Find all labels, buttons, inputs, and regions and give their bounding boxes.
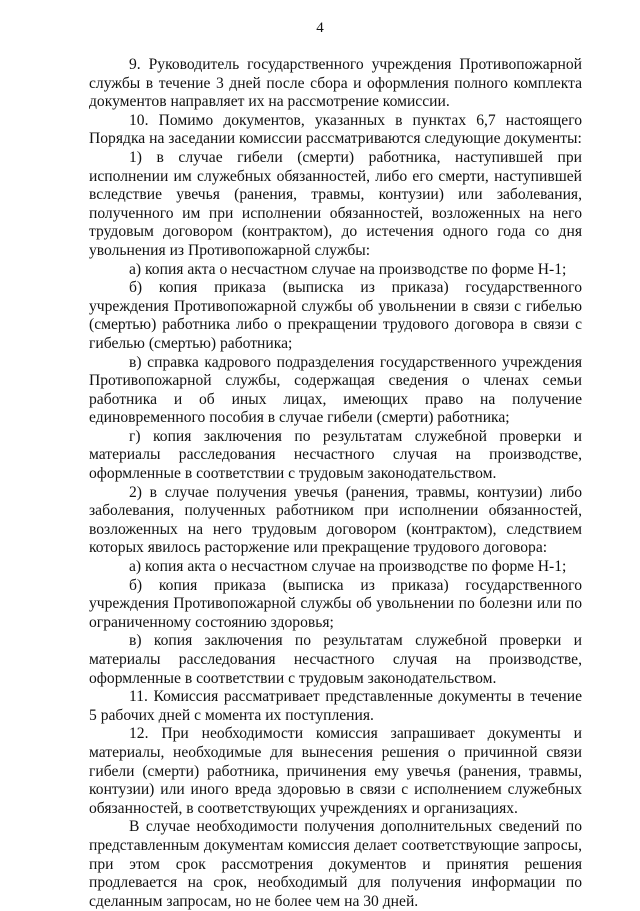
paragraph-item-9: 9. Руководитель государственного учреждения Противопожарной службы в течение 3 дней после сбора и оформления полного комплекта документов направляет их на рассмотрение комиссии. [89, 56, 582, 111]
paragraph-item-12: 12. При необходимости комиссия запрашивает документы и материалы, необходимые для вынесения решения о причинной связи гибели (смерти) работника, причинения ему увечья (ранения, травмы, контузии) или иного вреда здоровью в связи с исполнением служебных обязанностей, в соответствующих учреждениях и организациях. [89, 725, 582, 817]
page-number: 4 [316, 20, 324, 36]
paragraph-item-11: 11. Комиссия рассматривает представленные документы в течение 5 рабочих дней с момента их поступления. [89, 688, 582, 724]
paragraph-subitem-1v: в) справка кадрового подразделения государственного учреждения Противопожарной службы, содержащая сведения о членах семьи работника и об иных лицах, имеющих право на получение единовременного пособия в случае гибели (смерти) работника; [89, 353, 582, 427]
paragraph-subitem-1: 1) в случае гибели (смерти) работника, наступившей при исполнении им служебных обязанностей, либо его смерти, наступившей вследствие увечья (ранения, травмы, контузии) или заболевания, полученного им при исполнении обязанностей, возложенных на него трудовым договором (контрактом), до истечения одного года со дня увольнения из Противопожарной службы: [89, 148, 582, 259]
paragraph-subitem-2: 2) в случае получения увечья (ранения, травмы, контузии) либо заболевания, полученных работником при исполнении обязанностей, возложенных на него трудовым договором (контрактом), следствием которых явилось расторжение или прекращение трудового договора: [89, 483, 582, 557]
paragraph-subitem-2a: а) копия акта о несчастном случае на производстве по форме Н-1; [129, 558, 567, 576]
paragraph-additional-info: В случае необходимости получения дополнительных сведений по представленным документам комиссия делает соответствующие запросы, при этом срок рассмотрения документов и принятия решения продлевается на срок, необходимый для получения информации по сделанным запросам, но не более чем на 30 дней. [89, 818, 582, 910]
paragraph-subitem-1g: г) копия заключения по результатам служебной проверки и материалы расследования несчастного случая на производстве, оформленные в соответствии с трудовым законодательством. [89, 427, 582, 483]
document-body [89, 56, 582, 911]
paragraph-subitem-1a: а) копия акта о несчастном случае на производстве по форме Н-1; [129, 260, 567, 278]
paragraph-subitem-2v: в) копия заключения по результатам служебной проверки и материалы расследования несчастного случая на производстве, оформленные в соответствии с трудовым законодательством. [89, 632, 582, 687]
paragraph-subitem-1b: б) копия приказа (выписка из приказа) государственного учреждения Противопожарной службы об увольнении в связи с гибелью (смертью) работника либо о прекращении трудового договора в связи с гибелью (смертью) работника; [89, 279, 582, 352]
paragraph-item-10: 10. Помимо документов, указанных в пунктах 6,7 настоящего Порядка на заседании комиссии рассматриваются следующие документы: [89, 111, 582, 148]
paragraph-subitem-2b: б) копия приказа (выписка из приказа) государственного учреждения Противопожарной службы об увольнении по болезни или по ограниченному состоянию здоровья; [89, 576, 582, 631]
